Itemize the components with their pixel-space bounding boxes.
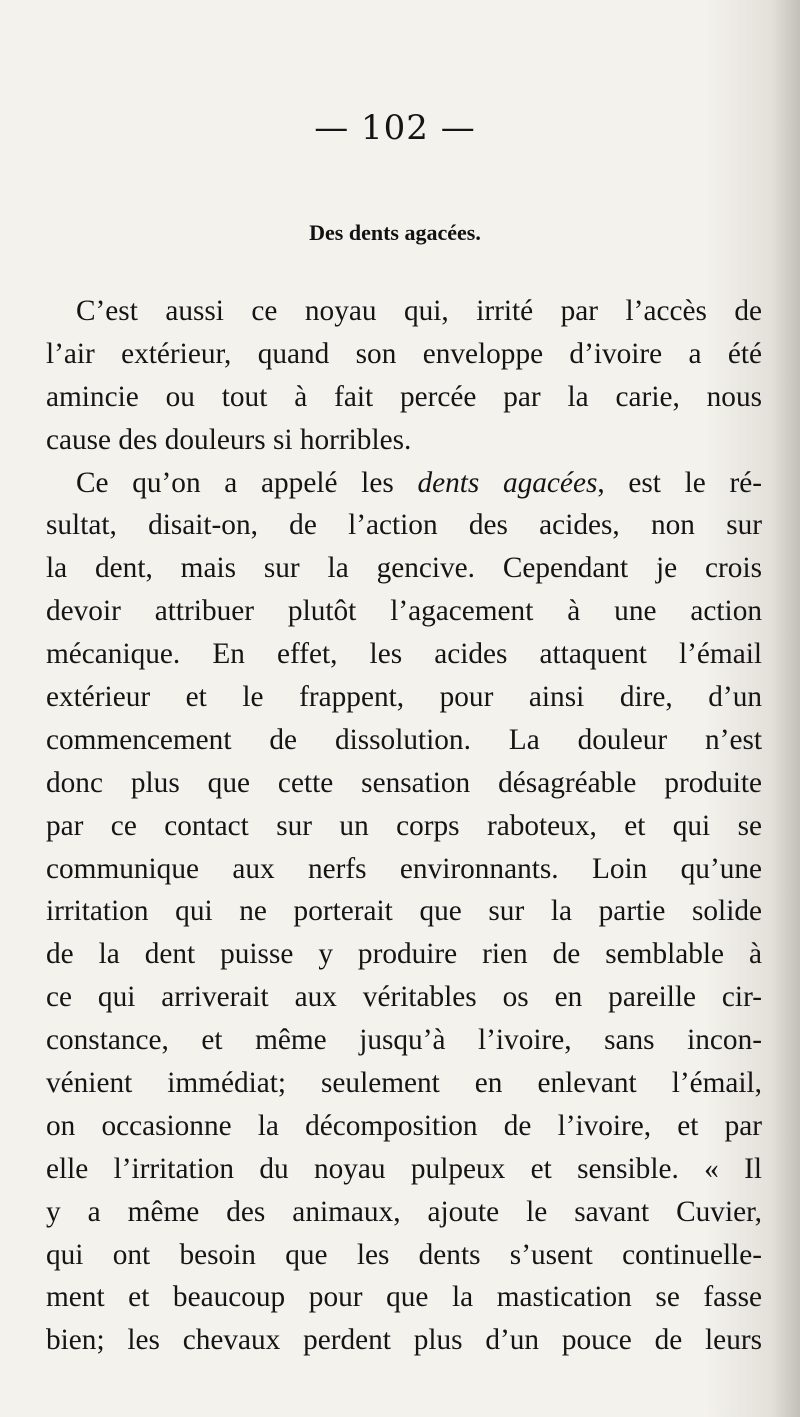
text-line: l’air extérieur, quand son enveloppe d’ivoire a été (46, 337, 762, 370)
text-line: vénient immédiat; seulement en enlevant l’émail, (46, 1067, 762, 1100)
text-line: donc plus que cette sensation désagréable produite (46, 766, 762, 799)
italic-phrase: dents agacées (417, 466, 598, 499)
section-title: Des dents agacées. (309, 220, 481, 245)
text-line: C’est aussi ce noyau qui, irrité par l’accès de (76, 295, 762, 327)
text-line: elle l’irritation du noyau pulpeux et sensible. « Il (46, 1152, 762, 1185)
page-edge-shadow (772, 0, 800, 1417)
text-line: on occasionne la décomposition de l’ivoire, et par (46, 1109, 762, 1142)
text-line: de la dent puisse y produire rien de semblable à (46, 938, 762, 971)
text-line: devoir attribuer plutôt l’agacement à une action (46, 595, 762, 628)
text-line: amincie ou tout à fait percée par la carie, nous (46, 380, 762, 413)
page-number: — 102 — (314, 108, 476, 148)
text-line: y a même des animaux, ajoute le savant Cuvier, (46, 1195, 762, 1228)
text-line: ce qui arriverait aux véritables os en pareille cir- (46, 981, 762, 1014)
body-text (46, 290, 762, 1362)
text-line: commencement de dissolution. La douleur n’est (46, 723, 762, 756)
text-line: extérieur et le frappent, pour ainsi dire, d’un (46, 681, 762, 714)
text-line: qui ont besoin que les dents s’usent continuelle- (46, 1238, 762, 1271)
text-line: mécanique. En effet, les acides attaquent l’émail (46, 638, 762, 671)
text-line: irritation qui ne porterait que sur la partie solide (46, 895, 762, 928)
text-line: bien; les chevaux perdent plus d’un pouce de leurs (46, 1324, 762, 1357)
text-line: communique aux nerfs environnants. Loin qu’une (46, 852, 762, 885)
text-line: sultat, disait-on, de l’action des acides, non sur (46, 509, 762, 542)
text-line: cause des douleurs si horribles. (46, 423, 412, 456)
text-line: Ce qu’on a appelé les dents agacées, est le ré- (76, 466, 762, 499)
text-line: constance, et même jusqu’à l’ivoire, sans incon- (46, 1024, 762, 1057)
text-line: par ce contact sur un corps raboteux, et qui se (46, 809, 762, 842)
text-line: la dent, mais sur la gencive. Cependant je crois (46, 552, 762, 585)
text-line: ment et beaucoup pour que la mastication se fasse (46, 1281, 762, 1314)
